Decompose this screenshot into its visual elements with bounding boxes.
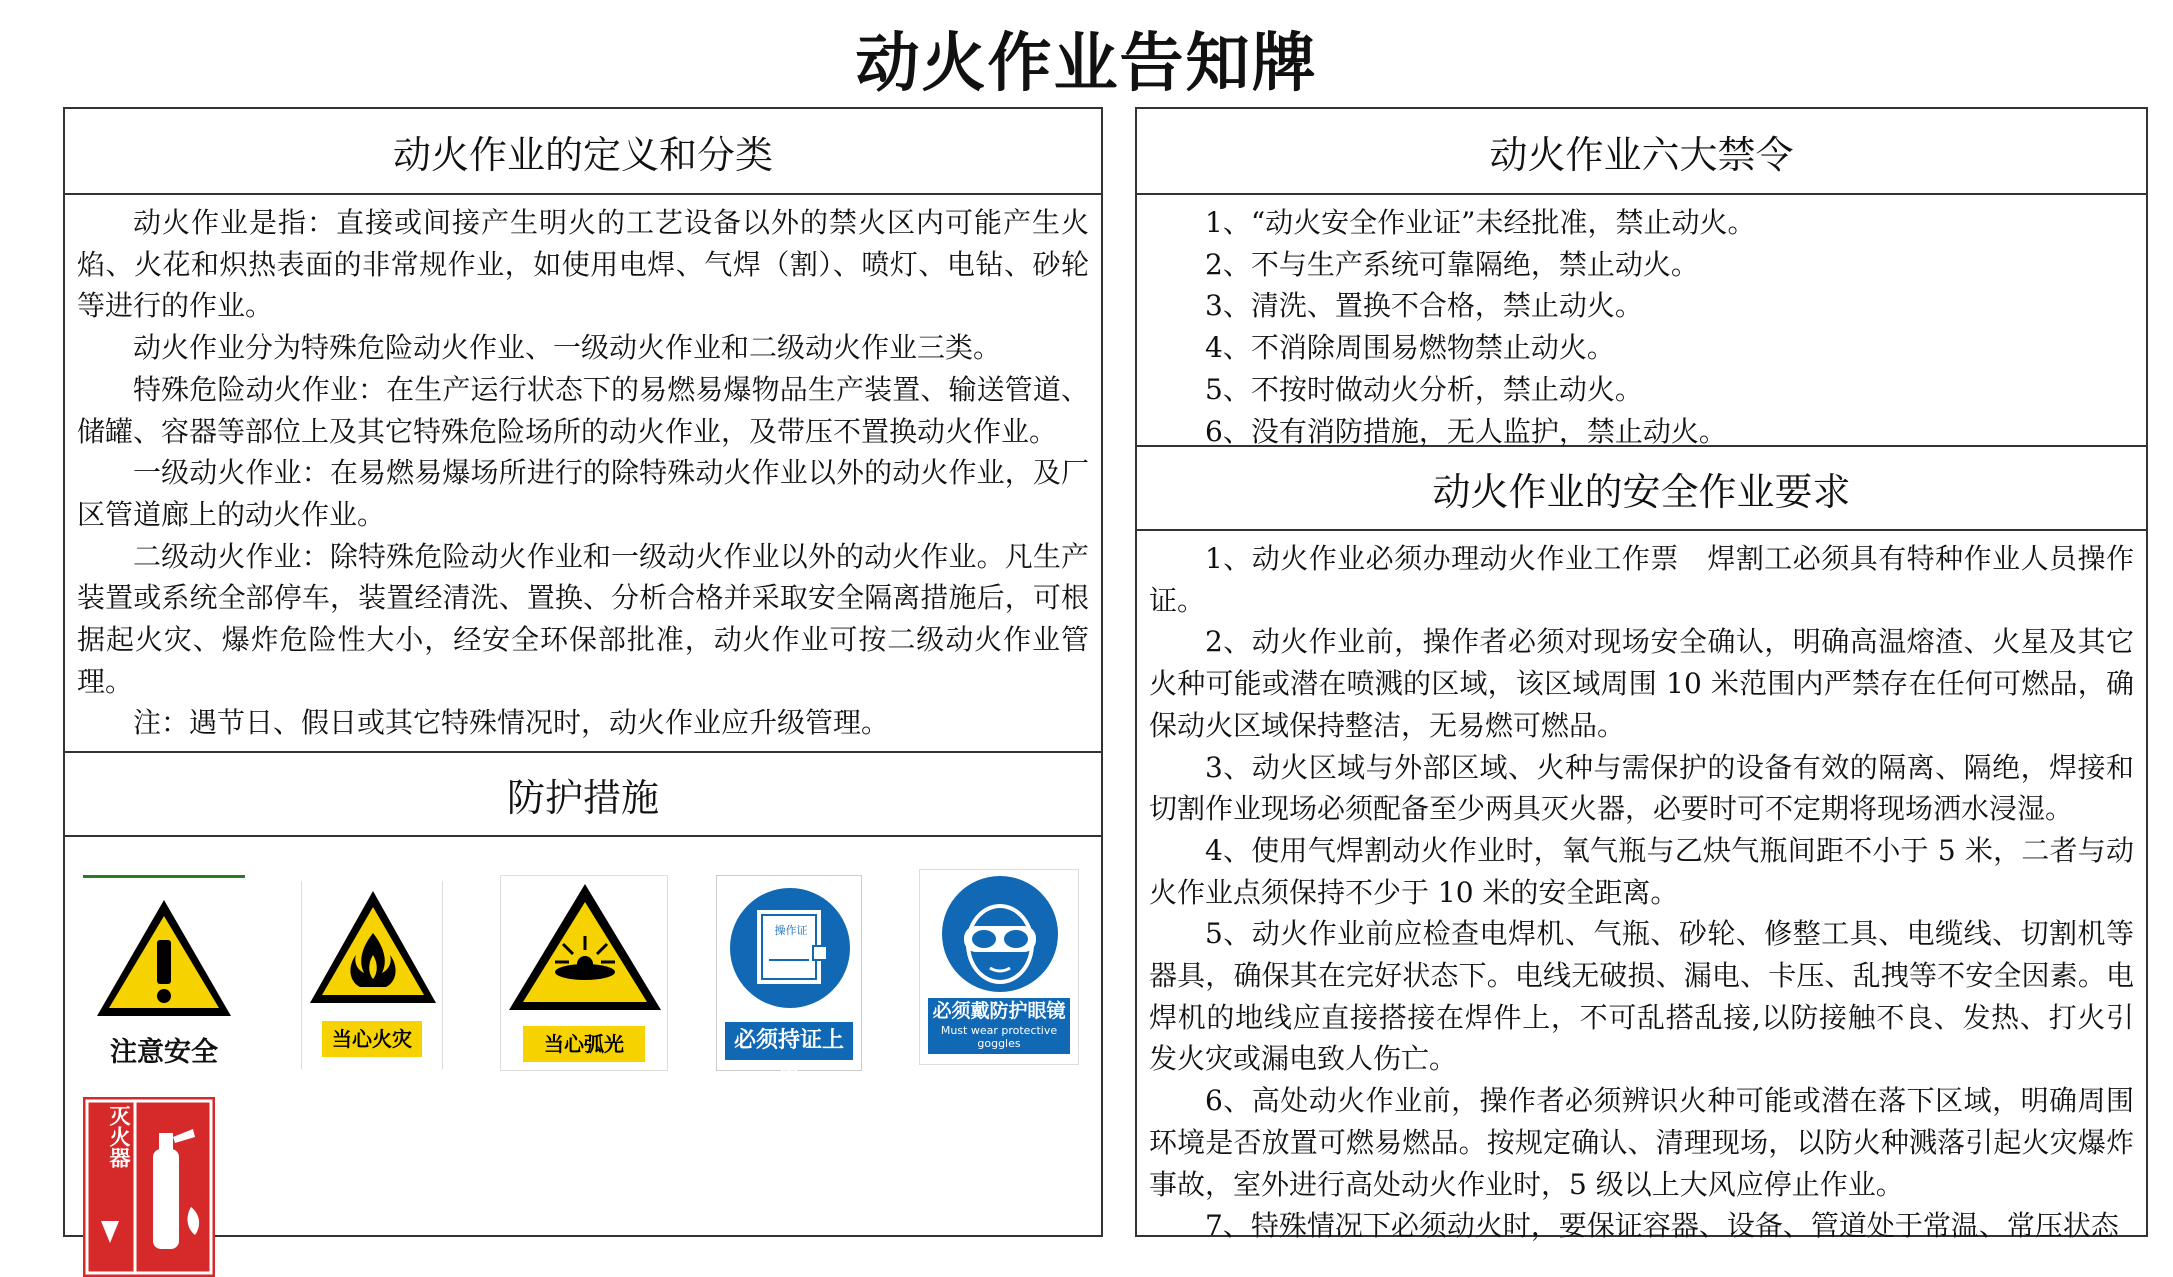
prohibition-item: 2、不与生产系统可靠隔绝，禁止动火。	[1205, 247, 1699, 281]
requirement-paragraph: 6、高处动火作业前，操作者必须辨识火种可能或潜在落下区域，明确周围环境是否放置可燃易燃品。按规定确认、清理现场，以防火种溅落引起火灾爆炸事故，室外进行高处动火作业时，5 级以上大风应停止作业。	[1149, 1084, 2134, 1201]
certificate-icon	[717, 876, 863, 1016]
definition-paragraph: 特殊危险动火作业：在生产运行状态下的易燃易爆物品生产装置、输送管道、储罐、容器等部位上及其它特殊危险场所的动火作业，及带压不置换动火作业。	[77, 372, 1089, 448]
sign-caption: 灭火器	[107, 1105, 131, 1168]
requirements-body	[1137, 531, 2146, 1247]
prohibition-item: 3、清洗、置换不合格，禁止动火。	[1205, 289, 1643, 323]
prohibition-item: 5、不按时做动火分析，禁止动火。	[1205, 372, 1643, 406]
prohibition-item: 4、不消除周围易燃物禁止动火。	[1205, 331, 1615, 365]
definition-paragraph: 二级动火作业：除特殊危险动火作业和一级动火作业以外的动火作业。凡生产装置或系统全部停车，装置经清洗、置换、分析合格并采取安全隔离措施后，可根据起火灾、爆炸危险性大小，经安全环保部批准，动火作业可按二级动火作业管理。	[77, 539, 1089, 698]
sign-certificate-required	[716, 875, 862, 1091]
certificate-badge-text: 操作证	[774, 924, 808, 937]
left-column	[63, 107, 1103, 1237]
right-column	[1135, 107, 2148, 1243]
sign-caption-en: Must wear protective goggles	[940, 1024, 1058, 1050]
prohibition-item: 1、“动火安全作业证”未经批准，禁止动火。	[1205, 206, 1756, 239]
definition-paragraph: 注：遇节日、假日或其它特殊情况时，动火作业应升级管理。	[133, 706, 890, 740]
sign-beware-arc-light	[500, 875, 668, 1071]
protection-heading: 防护措施	[65, 751, 1101, 837]
sign-beware-fire	[301, 881, 443, 1069]
sign-caption: 注意安全	[110, 1037, 218, 1068]
requirement-paragraph: 7、特殊情况下必须动火时，要保证容器、设备、管道处于常温、常压状态	[1205, 1209, 2119, 1243]
protection-signs	[65, 837, 1101, 1257]
requirement-paragraph: 4、使用气焊割动火作业时，氧气瓶与乙炔气瓶间距不小于 5 米，二者与动火作业点须保持不少于 10 米的安全距离。	[1149, 833, 2134, 909]
prohibitions-body	[1137, 195, 2146, 448]
requirement-paragraph: 1、动火作业必须办理动火作业工作票 焊割工必须具有特种作业人员操作证。	[1149, 542, 2134, 617]
notice-board	[63, 107, 2148, 1243]
requirement-paragraph: 5、动火作业前应检查电焊机、气瓶、砂轮、修整工具、电缆线、切割机等器具，确保其在完好状态下。电线无破损、漏电、卡压、乱拽等不安全因素。电焊机的地线应直接搭接在焊件上，不可乱搭乱接,以防接触不良、发热、打火引发火灾或漏电致人伤亡。	[1149, 917, 2134, 1076]
warning-exclamation-icon	[83, 878, 245, 1028]
goggles-icon	[920, 870, 1080, 998]
prohibition-item: 6、没有消防措施，无人监护，禁止动火。	[1205, 414, 1727, 448]
sign-caption: 必须持证上岗	[725, 1022, 853, 1060]
definition-heading: 动火作业的定义和分类	[65, 109, 1101, 195]
page-title: 动火作业告知牌	[855, 26, 1318, 101]
definition-body	[65, 195, 1101, 751]
sign-caution-safety	[83, 875, 245, 1071]
definition-paragraph: 动火作业是指：直接或间接产生明火的工艺设备以外的禁火区内可能产生火焰、火花和炽热表面的非常规作业，如使用电焊、气焊（割）、喷灯、电钻、砂轮等进行的作业。	[77, 206, 1089, 323]
sign-caption: 当心火灾	[322, 1021, 422, 1057]
sign-fire-extinguisher	[83, 1097, 215, 1277]
fire-extinguisher-icon	[83, 1097, 215, 1277]
goggles-caption-band	[928, 998, 1070, 1054]
warning-arc-light-icon	[501, 876, 669, 1022]
requirement-paragraph: 3、动火区域与外部区域、火种与需保护的设备有效的隔离、隔绝，焊接和切割作业现场必须配备至少两具灭火器，必要时可不定期将现场洒水浸湿。	[1149, 750, 2134, 826]
sign-caption: 当心弧光	[523, 1026, 645, 1062]
sign-wear-goggles	[919, 869, 1079, 1065]
prohibitions-heading: 动火作业六大禁令	[1137, 109, 2146, 195]
definition-paragraph: 动火作业分为特殊危险动火作业、一级动火作业和二级动火作业三类。	[133, 331, 1002, 365]
sign-caption: 必须戴防护眼镜	[932, 1000, 1066, 1022]
requirements-heading: 动火作业的安全作业要求	[1137, 445, 2146, 531]
warning-fire-icon	[302, 881, 444, 1021]
definition-paragraph: 一级动火作业：在易燃易爆场所进行的除特殊动火作业以外的动火作业，及厂区管道廊上的动火作业。	[77, 456, 1089, 531]
requirement-paragraph: 2、动火作业前，操作者必须对现场安全确认，明确高温熔渣、火星及其它火种可能或潜在喷溅的区域，该区域周围 10 米范围内严禁存在任何可燃品，确保动火区域保持整洁，无易燃可燃品。	[1149, 625, 2134, 742]
